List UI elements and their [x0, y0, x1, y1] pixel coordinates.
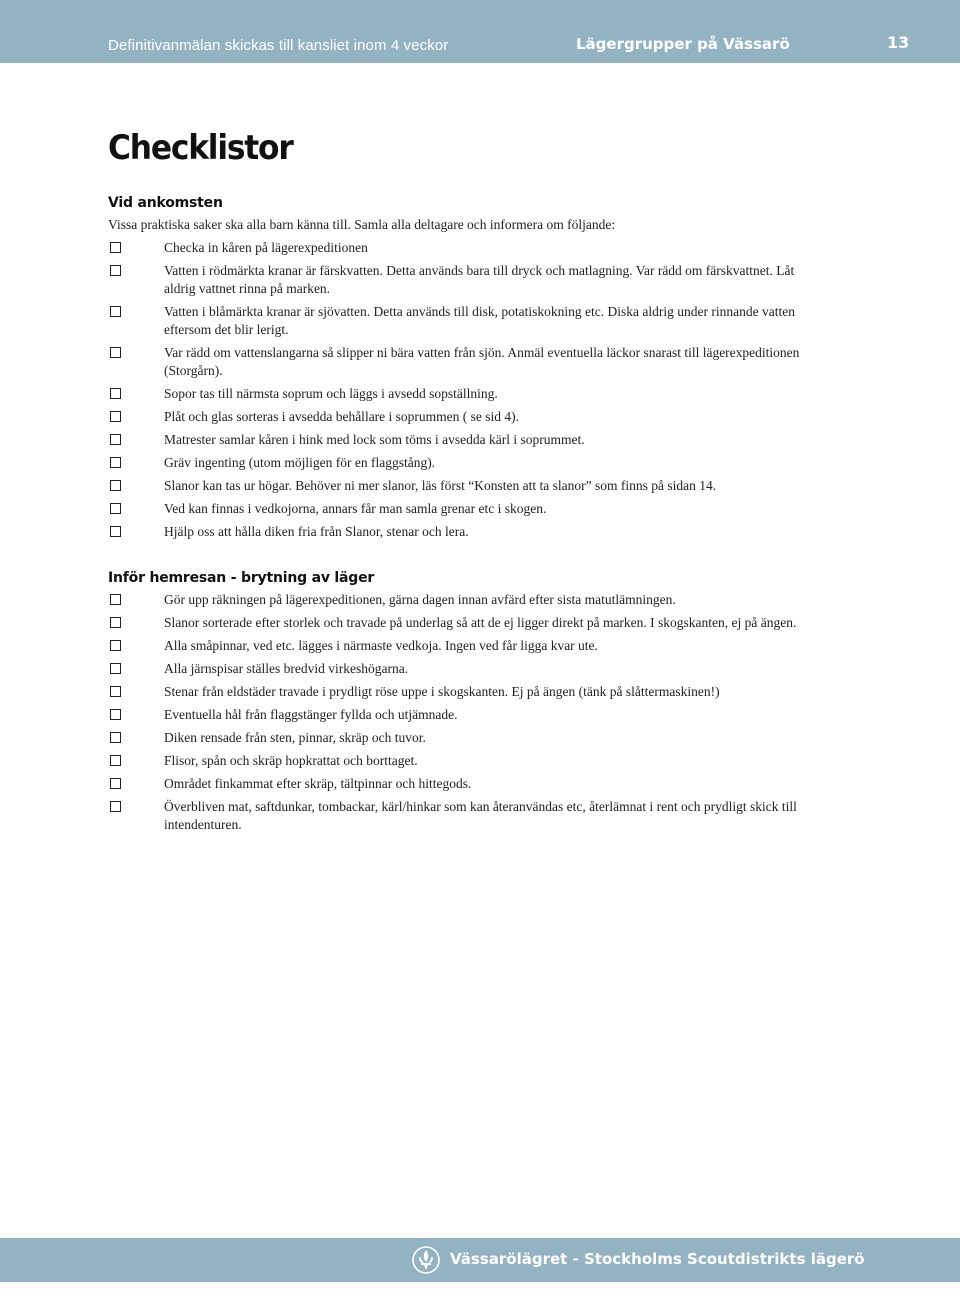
section-arrival [108, 195, 828, 541]
checklist-item-text: Alla järnspisar ställes bredvid virkeshögarna. [164, 661, 409, 676]
checklist-item [108, 477, 828, 495]
checklist-item [108, 591, 828, 609]
section-heading: Vid ankomsten [108, 195, 223, 211]
checklist-item [108, 385, 828, 403]
footer-text: Vässarölägret - Stockholms Scoutdistrikts lägerö [450, 1250, 865, 1268]
checklist-arrival [108, 239, 828, 541]
checklist-item [108, 500, 828, 518]
checklist-item-text: Slanor kan tas ur högar. Behöver ni mer slanor, läs först “Konsten att ta slanor” som finns på sidan 14. [164, 478, 717, 493]
page-title: Checklistor [108, 128, 293, 168]
page-number: 13 [887, 33, 910, 52]
checkbox-icon[interactable] [110, 242, 121, 253]
checklist-item-text: Vatten i blåmärkta kranar är sjövatten. Detta används till disk, potatiskokning etc. Diska aldrig under rinnande vatten eftersom det blir lerigt. [164, 304, 795, 337]
checklist-item-text: Stenar från eldstäder travade i prydligt röse uppe i skogskanten. Ej på ängen (tänk på slåttermaskinen!) [164, 684, 720, 699]
page-footer [0, 1238, 960, 1282]
checklist-item [108, 262, 828, 298]
checklist-item-text: Sopor tas till närmsta soprum och läggs i avsedd sopställning. [164, 386, 498, 401]
checklist-item-text: Hjälp oss att hålla diken fria från Slanor, stenar och lera. [164, 524, 469, 539]
checklist-item-text: Vatten i rödmärkta kranar är färskvatten. Detta används bara till dryck och matlagning. Var rädd om färskvattnet. Låt aldrig vattnet rinna på marken. [164, 263, 795, 296]
checklist-item [108, 344, 828, 380]
checklist-item-text: Gör upp räkningen på lägerexpeditionen, gärna dagen innan avfärd efter sista matutlämningen. [164, 592, 676, 607]
checkbox-icon[interactable] [110, 778, 121, 789]
checklist-item [108, 729, 828, 747]
checklist-item-text: Plåt och glas sorteras i avsedda behållare i soprummen ( se sid 4). [164, 409, 520, 424]
checkbox-icon[interactable] [110, 755, 121, 766]
checklist-item [108, 798, 828, 834]
checklist-item [108, 303, 828, 339]
checklist-departure [108, 591, 828, 834]
checkbox-icon[interactable] [110, 434, 121, 445]
checkbox-icon[interactable] [110, 686, 121, 697]
checkbox-icon[interactable] [110, 709, 121, 720]
checklist-item-text: Var rädd om vattenslangarna så slipper ni bära vatten från sjön. Anmäl eventuella läckor snarast till lägerexpeditionen (Storgårn). [164, 345, 800, 378]
checkbox-icon[interactable] [110, 663, 121, 674]
checklist-item-text: Slanor sorterade efter storlek och travade på underlag så att de ej ligger direkt på marken. I skogskanten, ej på ängen. [164, 615, 797, 630]
checklist-item-text: Området finkammat efter skräp, tältpinnar och hittegods. [164, 776, 472, 791]
checklist-item [108, 752, 828, 770]
checklist-item [108, 775, 828, 793]
checkbox-icon[interactable] [110, 457, 121, 468]
checkbox-icon[interactable] [110, 594, 121, 605]
checkbox-icon[interactable] [110, 617, 121, 628]
checkbox-icon[interactable] [110, 388, 121, 399]
checklist-item [108, 637, 828, 655]
section-intro: Vissa praktiska saker ska alla barn känna till. Samla alla deltagare och informera om följande: [108, 217, 616, 232]
checklist-item [108, 454, 828, 472]
checklist-item [108, 523, 828, 541]
checkbox-icon[interactable] [110, 480, 121, 491]
checklist-item [108, 614, 828, 632]
checkbox-icon[interactable] [110, 503, 121, 514]
checklist-item [108, 660, 828, 678]
header-title: Lägergrupper på Vässarö [576, 35, 790, 53]
checklist-item-text: Flisor, spån och skräp hopkrattat och borttaget. [164, 753, 418, 768]
checklist-item-text: Checka in kåren på lägerexpeditionen [164, 240, 368, 255]
checkbox-icon[interactable] [110, 265, 121, 276]
checklist-item [108, 706, 828, 724]
checklist-item-text: Alla småpinnar, ved etc. lägges i närmaste vedkoja. Ingen ved får ligga kvar ute. [164, 638, 598, 653]
checkbox-icon[interactable] [110, 526, 121, 537]
checkbox-icon[interactable] [110, 347, 121, 358]
checkbox-icon[interactable] [110, 801, 121, 812]
checklist-item-text: Överbliven mat, saftdunkar, tombackar, kärl/hinkar som kan återanvändas etc, återlämnat i rent och prydligt skick till intendenturen. [164, 799, 797, 832]
scout-lily-icon [412, 1246, 440, 1274]
checklist-item-text: Matrester samlar kåren i hink med lock som töms i avsedda kärl i soprummet. [164, 432, 585, 447]
checklist-item [108, 239, 828, 257]
checkbox-icon[interactable] [110, 640, 121, 651]
checklist-item [108, 408, 828, 426]
checkbox-icon[interactable] [110, 411, 121, 422]
section-departure [108, 570, 828, 834]
checklist-item-text: Gräv ingenting (utom möjligen för en flaggstång). [164, 455, 436, 470]
header-deadline-text: Definitivanmälan skickas till kansliet inom 4 veckor [108, 37, 449, 54]
section-heading: Inför hemresan - brytning av läger [108, 570, 375, 586]
checklist-item [108, 683, 828, 701]
checkbox-icon[interactable] [110, 306, 121, 317]
page-header [0, 0, 960, 63]
checklist-item [108, 431, 828, 449]
checklist-item-text: Ved kan finnas i vedkojorna, annars får man samla grenar etc i skogen. [164, 501, 547, 516]
checkbox-icon[interactable] [110, 732, 121, 743]
checklist-item-text: Eventuella hål från flaggstänger fyllda och utjämnade. [164, 707, 458, 722]
checklist-item-text: Diken rensade från sten, pinnar, skräp och tuvor. [164, 730, 426, 745]
